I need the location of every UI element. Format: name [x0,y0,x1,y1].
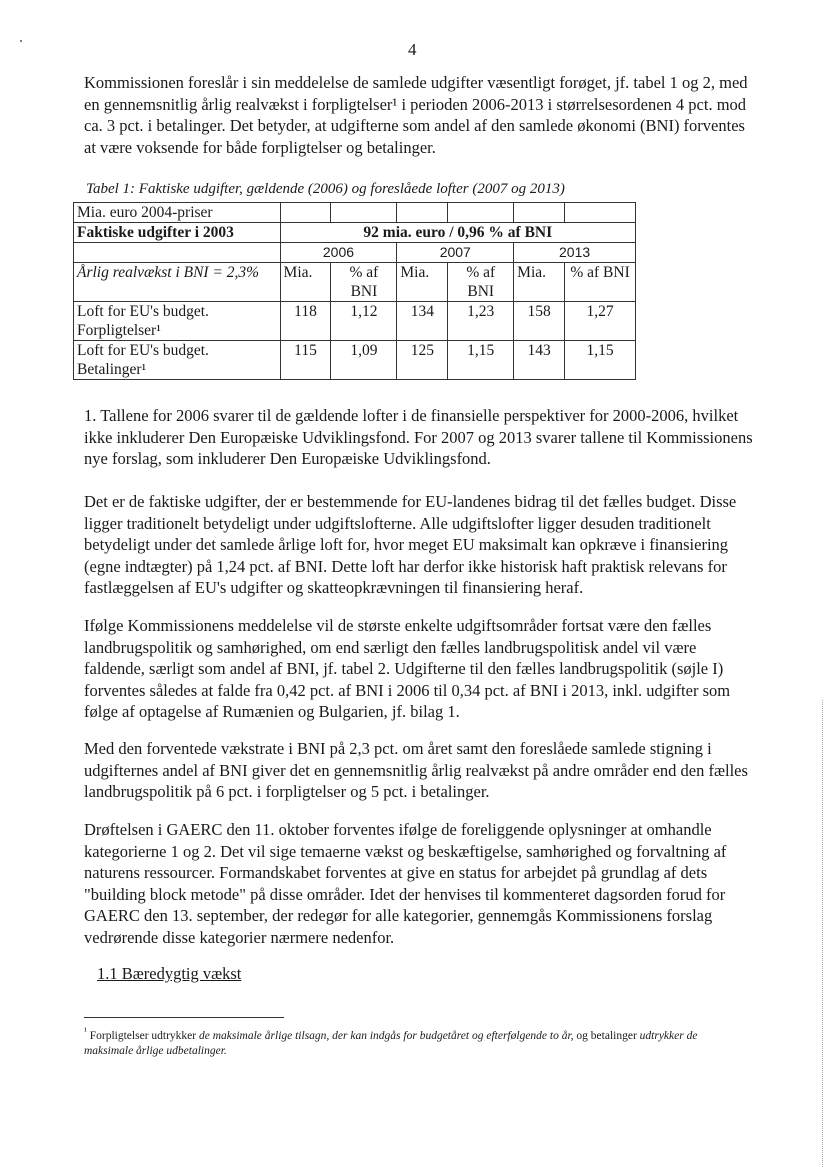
actual-label: Faktiske udgifter i 2003 [74,223,281,243]
footnote-marker: ¹ [84,1026,87,1037]
paragraph-growth: Med den forventede vækstrate i BNI på 2,3 pct. om året samt den foreslåede samlede stigning i udgifternes andel af BNI giver det en gennemsnitlig årlig realvækst på andre områder end den fælles landbrugspolitik på 6 pct. i forpligtelser og 5 pct. i betalinger. [84,739,748,801]
footnote-text: Forpligtelser udtrykker [89,1029,199,1042]
table-cell: 115 [280,341,331,380]
table-row [74,223,636,243]
footnote-text: og betalinger [573,1029,640,1042]
paragraph-gaerc: Drøftelsen i GAERC den 11. oktober forventes ifølge de foreliggende oplysninger at omhandle kategorierne 1 og 2. Det vil sige temaerne vækst og beskæftigelse, samhørighed og forvaltning af naturens ressourcer. Formandskabet forventes at give en status for arbejdet på grundlag af dets "building block metode" på disse områder. Idet der henvises til kommenteret dagsorden forud for GAERC den 13. september, der redegør for alle kategorier, gennemgås Kommissionens forslag vedrørende disse kategorier nærmere nedenfor. [84,820,727,947]
column-header: Mia. [514,263,565,302]
paragraph-intro: Kommissionen foreslår i sin meddelelse de samlede udgifter væsentligt forøget, jf. tabel 1 og 2, med en gennemsnitlig årlig realvækst i forpligtelser¹ i perioden 2006-2013 i størrelsesordenen 4 pct. mod ca. 3 pct. i betalinger. Det betyder, at udgifterne som andel af den samlede økonomi (BNI) forventes at være voksende for både forpligtelser og betalinger. [84,73,748,157]
table-row [74,302,636,341]
actual-value: 92 mia. euro / 0,96 % af BNI [280,223,635,243]
footnote-text: de maksimale årlige tilsagn, der kan indgås for budgetåret og efterfølgende to år, [198,1029,574,1042]
table-row [74,341,636,380]
growth-label: Årlig realvækst i BNI = 2,3% [74,263,281,302]
row-label: Loft for EU's budget. Forpligtelser¹ [74,302,281,341]
table-cell: 158 [514,302,565,341]
table-cell: 1,27 [565,302,636,341]
page-edge-line [821,700,823,1167]
column-header: % af BNI [565,263,636,302]
table-row [74,263,636,302]
column-header: Mia. [280,263,331,302]
footnote-divider [84,1017,284,1018]
year-header: 2006 [280,243,397,263]
column-header: Mia. [397,263,448,302]
footnote [84,1024,744,1059]
year-header: 2007 [397,243,514,263]
paragraph-agriculture: Ifølge Kommissionens meddelelse vil de største enkelte udgiftsområder fortsat være den fælles landbrugspolitik og samhørighed, om end særligt den fælles landbrugspolitisk andel vil være faldende, særligt som andel af BNI, jf. tabel 2. Udgifterne til den fælles landbrugspolitik (søjle I) forventes således at falde fra 0,42 pct. af BNI i 2006 til 0,34 pct. af BNI i 2013, inkl. udgifter som følge af optagelse af Rumænien og Bulgarien, jf. bilag 1. [84,616,731,721]
table-cell: 1,12 [331,302,397,341]
table-cell: 143 [514,341,565,380]
table-cell: 134 [397,302,448,341]
table-cell: 1,09 [331,341,397,380]
year-header: 2013 [514,243,636,263]
page-number: 4 [408,40,417,59]
table-cell: 125 [397,341,448,380]
table-note: 1. Tallene for 2006 svarer til de gældende lofter i de finansielle perspektiver for 2000-2006, hvilket ikke inkluderer Den Europæiske Udviklingsfond. For 2007 og 2013 svarer tallene til Kommissionens nye forslag, som inkluderer Den Europæiske Udviklingsfond. [84,406,753,468]
paragraph-actual-spending: Det er de faktiske udgifter, der er bestemmende for EU-landenes bidrag til det fælles budget. Disse ligger traditionelt betydeligt under udgiftslofterne. Alle udgiftslofter ligger desuden traditionelt betydeligt under det samlede årlige loft for, hvor meget EU maksimalt kan opkræve i finansiering (egne indtægter) på 1,24 pct. af BNI. Dette loft har derfor ikke historisk haft praktisk relevans for fastlæggelsen af EU's udgifter og skatteopkrævningen til finansiering heraf. [84,492,737,597]
row-label: Loft for EU's budget. Betalinger¹ [74,341,281,380]
table-cell: 1,23 [448,302,514,341]
budget-table [73,202,636,380]
table-row [74,203,636,223]
unit-label: Mia. euro 2004-priser [74,203,281,223]
section-heading: 1.1 Bæredygtig vækst [97,964,242,983]
table-row [74,243,636,263]
column-header: % af BNI [331,263,397,302]
table-caption: Tabel 1: Faktiske udgifter, gældende (2006) og foreslåede lofter (2007 og 2013) [86,181,565,197]
scan-speck [20,40,22,42]
table-cell: 1,15 [565,341,636,380]
column-header: % af BNI [448,263,514,302]
table-cell: 118 [280,302,331,341]
footnote-text: udtrykker de maksimale årlige udbetalinger. [84,1029,698,1057]
table-cell: 1,15 [448,341,514,380]
